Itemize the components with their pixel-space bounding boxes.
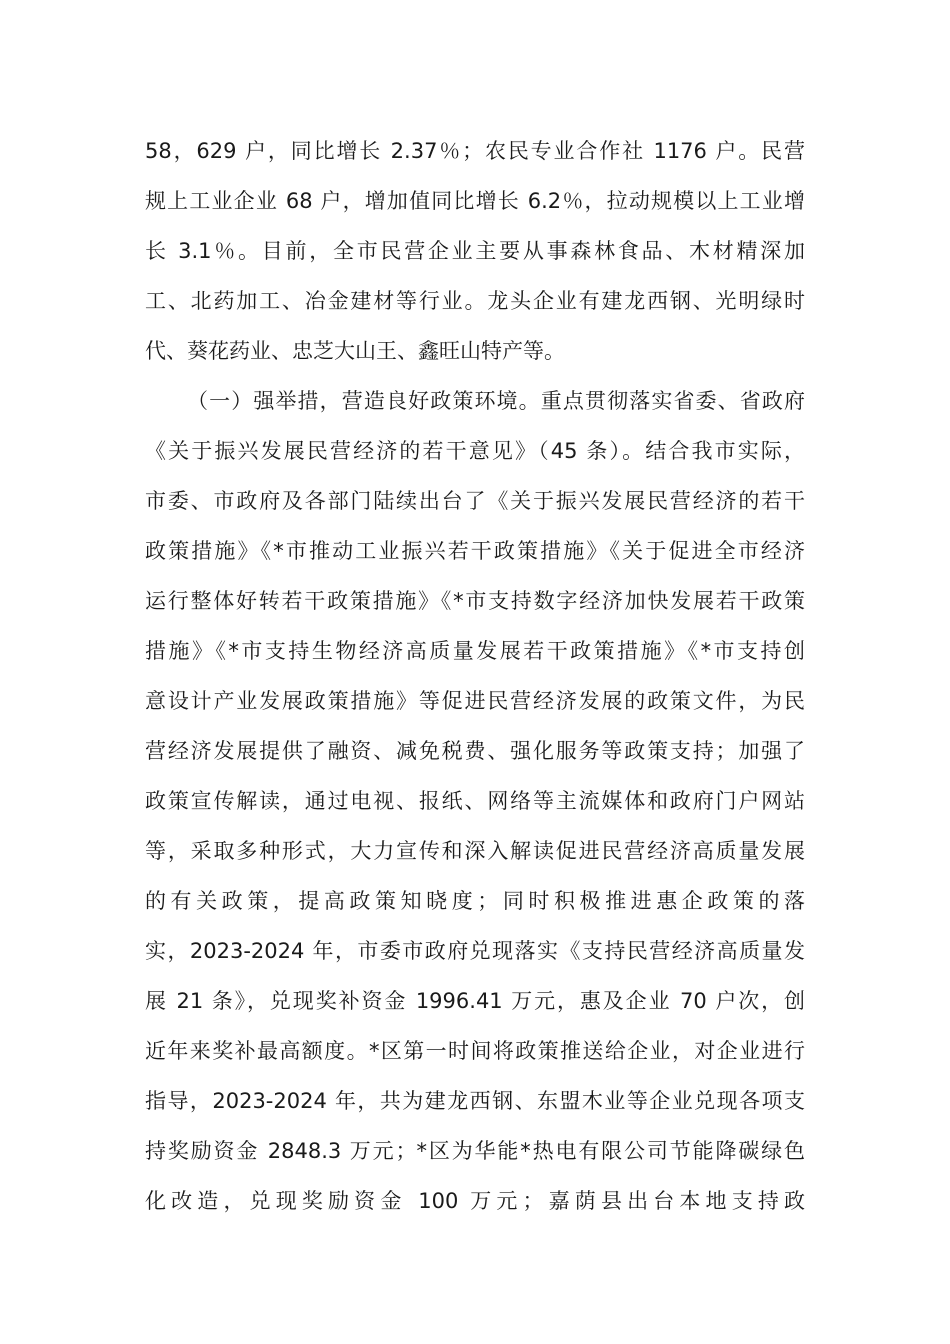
text-line: 工、北药加工、冶金建材等行业。龙头企业有建龙西钢、光明绿时 bbox=[145, 289, 805, 313]
text-line: 持奖励资金 2848.3 万元；*区为华能*热电有限公司节能降碳绿色 bbox=[145, 1139, 805, 1163]
text-line: 营经济发展提供了融资、减免税费、强化服务等政策支持；加强了 bbox=[145, 739, 805, 763]
text-line: 市委、市政府及各部门陆续出台了《关于振兴发展民营经济的若干 bbox=[145, 489, 805, 513]
text-line: 等，采取多种形式，大力宣传和深入解读促进民营经济高质量发展 bbox=[145, 839, 805, 863]
text-line: 意设计产业发展政策措施》等促进民营经济发展的政策文件，为民 bbox=[145, 689, 805, 713]
text-line: 政策宣传解读，通过电视、报纸、网络等主流媒体和政府门户网站 bbox=[145, 789, 805, 813]
text-line: 《关于振兴发展民营经济的若干意见》（45 条）。结合我市实际， bbox=[145, 439, 805, 463]
text-line: 实，2023-2024 年，市委市政府兑现落实《支持民营经济高质量发 bbox=[145, 939, 805, 963]
section-heading-line: （一）强举措，营造良好政策环境。重点贯彻落实省委、省政府 bbox=[187, 389, 805, 413]
text-line: 化改造，兑现奖励资金 100 万元；嘉荫县出台本地支持政 bbox=[145, 1189, 805, 1213]
text-line: 规上工业企业 68 户，增加值同比增长 6.2％，拉动规模以上工业增 bbox=[145, 189, 805, 213]
text-line: 指导，2023-2024 年，共为建龙西钢、东盟木业等企业兑现各项支 bbox=[145, 1089, 805, 1113]
text-line: 政策措施》《*市推动工业振兴若干政策措施》《关于促进全市经济 bbox=[145, 539, 805, 563]
document-body-text bbox=[145, 126, 805, 1226]
text-line: 措施》《*市支持生物经济高质量发展若干政策措施》《*市支持创 bbox=[145, 639, 805, 663]
text-line: 的有关政策，提高政策知晓度；同时积极推进惠企政策的落 bbox=[145, 889, 805, 913]
text-line: 长 3.1％。目前，全市民营企业主要从事森林食品、木材精深加 bbox=[145, 239, 805, 263]
text-line: 运行整体好转若干政策措施》《*市支持数字经济加快发展若干政策 bbox=[145, 589, 805, 613]
text-line: 58，629 户，同比增长 2.37％；农民专业合作社 1176 户。民营 bbox=[145, 139, 805, 163]
text-line: 代、葵花药业、忠芝大山王、鑫旺山特产等。 bbox=[145, 339, 565, 363]
text-line: 近年来奖补最高额度。*区第一时间将政策推送给企业，对企业进行 bbox=[145, 1039, 805, 1063]
text-line: 展 21 条》，兑现奖补资金 1996.41 万元，惠及企业 70 户次，创 bbox=[145, 989, 805, 1013]
